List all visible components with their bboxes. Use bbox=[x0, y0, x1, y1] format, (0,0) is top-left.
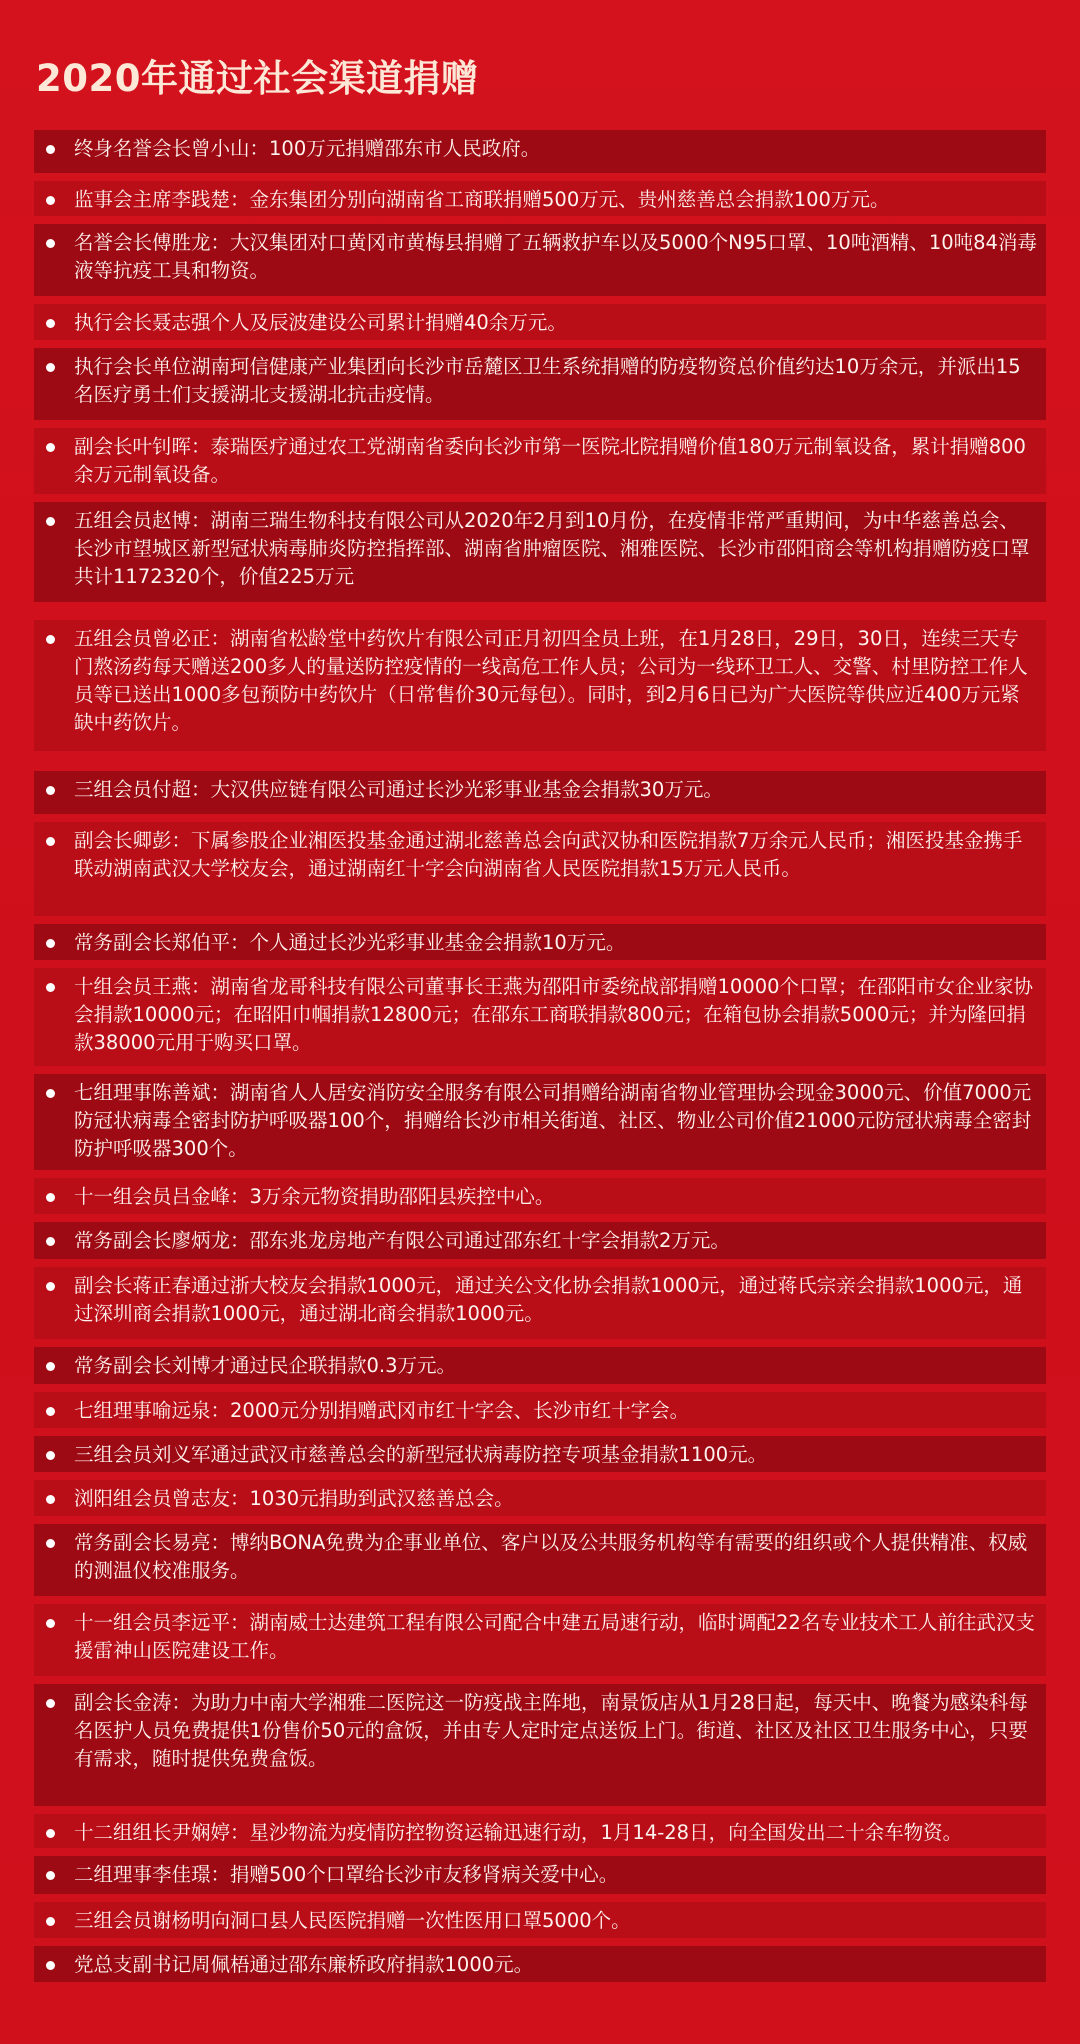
bullet-icon bbox=[46, 786, 55, 795]
list-item: 二组理事李佳璟：捐赠500个口罩给长沙市友移肾病关爱中心。 bbox=[34, 1856, 1046, 1894]
bullet-icon bbox=[46, 1917, 55, 1926]
bullet-icon bbox=[46, 1539, 55, 1548]
bullet-icon bbox=[46, 196, 55, 205]
bullet-icon bbox=[46, 443, 55, 452]
list-item: 七组理事喻远泉：2000元分别捐赠武冈市红十字会、长沙市红十字会。 bbox=[34, 1392, 1046, 1428]
bullet-icon bbox=[46, 837, 55, 846]
bullet-icon bbox=[46, 1362, 55, 1371]
list-item: 十组会员王燕：湖南省龙哥科技有限公司董事长王燕为邵阳市委统战部捐赠10000个口罩；在邵阳市女企业家协会捐款10000元；在昭阳巾帼捐款12800元；在邵东工商联捐款800元；在箱包协会捐款5000元；并为隆回捐款38000元用于购买口罩。 bbox=[34, 968, 1046, 1066]
bullet-icon bbox=[46, 1451, 55, 1460]
bullet-icon bbox=[46, 1961, 55, 1970]
list-item: 常务副会长郑伯平：个人通过长沙光彩事业基金会捐款10万元。 bbox=[34, 924, 1046, 960]
list-item: 常务副会长廖炳龙：邵东兆龙房地产有限公司通过邵东红十字会捐款2万元。 bbox=[34, 1222, 1046, 1259]
list-item: 党总支副书记周佩梧通过邵东廉桥政府捐款1000元。 bbox=[34, 1946, 1046, 1982]
list-item: 五组会员赵博：湖南三瑞生物科技有限公司从2020年2月到10月份，在疫情非常严重期间，为中华慈善总会、长沙市望城区新型冠状病毒肺炎防控指挥部、湖南省肿瘤医院、湘雅医院、长沙市邵阳商会等机构捐赠防疫口罩共计1172320个，价值225万元 bbox=[34, 502, 1046, 602]
bullet-icon bbox=[46, 1089, 55, 1098]
bullet-icon bbox=[46, 1619, 55, 1628]
list-item: 五组会员曾必正：湖南省松龄堂中药饮片有限公司正月初四全员上班，在1月28日，29日，30日，连续三天专门熬汤药每天赠送200多人的量送防控疫情的一线高危工作人员；公司为一线环卫工人、交警、村里防控工作人员等已送出1000多包预防中药饮片（日常售价30元每包）。同时，到2月6日已为广大医院等供应近400万元紧缺中药饮片。 bbox=[34, 620, 1046, 751]
list-item: 名誉会长傅胜龙：大汉集团对口黄冈市黄梅县捐赠了五辆救护车以及5000个N95口罩、10吨酒精、10吨84消毒液等抗疫工具和物资。 bbox=[34, 224, 1046, 296]
bullet-icon bbox=[46, 363, 55, 372]
bullet-icon bbox=[46, 1495, 55, 1504]
bullet-icon bbox=[46, 319, 55, 328]
list-item: 监事会主席李践楚：金东集团分别向湖南省工商联捐赠500万元、贵州慈善总会捐款100万元。 bbox=[34, 181, 1046, 216]
list-item: 副会长卿彭：下属参股企业湘医投基金通过湖北慈善总会向武汉协和医院捐款7万余元人民币；湘医投基金携手联动湖南武汉大学校友会，通过湖南红十字会向湖南省人民医院捐款15万元人民币。 bbox=[34, 822, 1046, 916]
list-item: 执行会长单位湖南珂信健康产业集团向长沙市岳麓区卫生系统捐赠的防疫物资总价值约达10万余元，并派出15名医疗勇士们支援湖北支援湖北抗击疫情。 bbox=[34, 348, 1046, 420]
bullet-icon bbox=[46, 1237, 55, 1246]
bullet-icon bbox=[46, 1282, 55, 1291]
bullet-icon bbox=[46, 635, 55, 644]
list-item: 浏阳组会员曾志友：1030元捐助到武汉慈善总会。 bbox=[34, 1480, 1046, 1516]
bullet-icon bbox=[46, 983, 55, 992]
bullet-icon bbox=[46, 1699, 55, 1708]
list-item: 常务副会长易亮：博纳BONA免费为企事业单位、客户以及公共服务机构等有需要的组织或个人提供精准、权威的测温仪校准服务。 bbox=[34, 1524, 1046, 1596]
list-item: 十一组会员吕金峰：3万余元物资捐助邵阳县疾控中心。 bbox=[34, 1178, 1046, 1214]
bullet-icon bbox=[46, 1407, 55, 1416]
list-item: 副会长金涛：为助力中南大学湘雅二医院这一防疫战主阵地，南景饭店从1月28日起，每天中、晚餐为感染科每名医护人员免费提供1份售价50元的盒饭，并由专人定时定点送饭上门。街道、社区及社区卫生服务中心，只要有需求，随时提供免费盒饭。 bbox=[34, 1684, 1046, 1806]
page-title: 2020年通过社会渠道捐赠 bbox=[36, 57, 479, 100]
list-item: 七组理事陈善斌：湖南省人人居安消防安全服务有限公司捐赠给湖南省物业管理协会现金3000元、价值7000元防冠状病毒全密封防护呼吸器100个，捐赠给长沙市相关街道、社区、物业公司价值21000元防冠状病毒全密封防护呼吸器300个。 bbox=[34, 1074, 1046, 1170]
list-item: 副会长叶钊晖：泰瑞医疗通过农工党湖南省委向长沙市第一医院北院捐赠价值180万元制氧设备，累计捐赠800余万元制氧设备。 bbox=[34, 428, 1046, 494]
list-item: 终身名誉会长曾小山：100万元捐赠邵东市人民政府。 bbox=[34, 130, 1046, 173]
list-item: 三组会员谢杨明向洞口县人民医院捐赠一次性医用口罩5000个。 bbox=[34, 1902, 1046, 1938]
bullet-icon bbox=[46, 1829, 55, 1838]
list-item: 十二组组长尹娴婷：星沙物流为疫情防控物资运输迅速行动，1月14-28日，向全国发出二十余车物资。 bbox=[34, 1814, 1046, 1848]
list-item: 副会长蒋正春通过浙大校友会捐款1000元，通过关公文化协会捐款1000元，通过蒋氏宗亲会捐款1000元，通过深圳商会捐款1000元，通过湖北商会捐款1000元。 bbox=[34, 1267, 1046, 1339]
list-item: 十一组会员李远平：湖南威士达建筑工程有限公司配合中建五局速行动，临时调配22名专业技术工人前往武汉支援雷神山医院建设工作。 bbox=[34, 1604, 1046, 1676]
list-item: 执行会长聂志强个人及辰波建设公司累计捐赠40余万元。 bbox=[34, 304, 1046, 340]
bullet-icon bbox=[46, 239, 55, 248]
list-item: 三组会员付超：大汉供应链有限公司通过长沙光彩事业基金会捐款30万元。 bbox=[34, 771, 1046, 814]
bullet-icon bbox=[46, 939, 55, 948]
bullet-icon bbox=[46, 145, 55, 154]
donation-list bbox=[34, 130, 1046, 1990]
bullet-icon bbox=[46, 1871, 55, 1880]
list-item: 三组会员刘义军通过武汉市慈善总会的新型冠状病毒防控专项基金捐款1100元。 bbox=[34, 1436, 1046, 1472]
bullet-icon bbox=[46, 1193, 55, 1202]
list-item: 常务副会长刘博才通过民企联捐款0.3万元。 bbox=[34, 1347, 1046, 1384]
bullet-icon bbox=[46, 517, 55, 526]
